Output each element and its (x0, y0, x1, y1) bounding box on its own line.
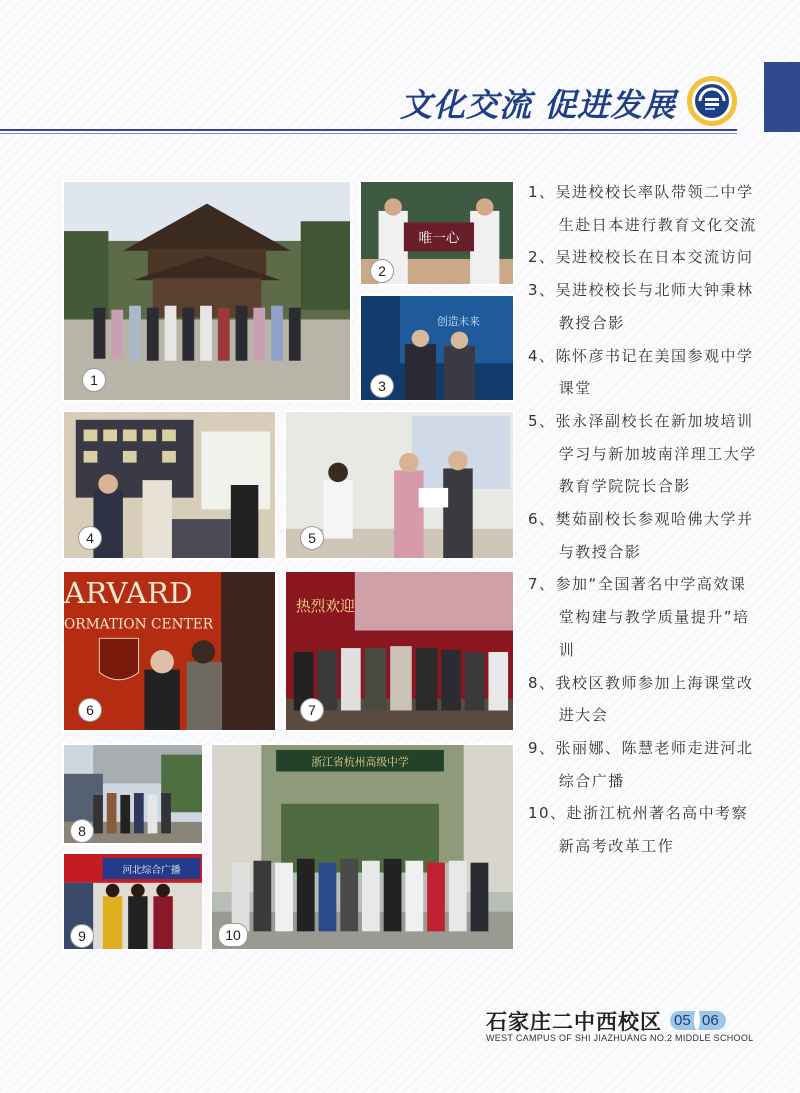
footer-school-name-en: WEST CAMPUS OF SHI JIAZHUANG NO.2 MIDDLE SCHOOL (486, 1033, 754, 1043)
harvard-sign: ARVARD (64, 576, 193, 611)
banner-text: 唯一心 (418, 230, 460, 247)
footer-school-name: 石家庄二中西校区 (486, 1010, 662, 1034)
photo-10 (210, 743, 515, 951)
school-emblem-icon (685, 74, 739, 128)
photo-1 (62, 180, 352, 402)
radio-sign: 河北综合广播 (122, 865, 181, 877)
caption-item: 9、张丽娜、陈慧老师走进河北综合广播 (528, 738, 754, 790)
photo-8 (62, 743, 204, 845)
header-rule-thin (0, 133, 737, 134)
photo-number: 7 (300, 698, 324, 722)
harvard-sign-sub: ORMATION CENTER (64, 616, 214, 633)
caption-item: 8、我校区教师参加上海课堂改进大会 (528, 673, 754, 725)
caption-item: 4、陈怀彦书记在美国参观中学课堂 (528, 346, 754, 398)
caption-item: 7、参加“全国著名中学高效课堂构建与教学质量提升”培训 (528, 575, 750, 659)
photo-number: 4 (78, 526, 102, 550)
caption-item: 3、吴进校校长与北师大钟秉林教授合影 (528, 281, 754, 332)
photo-number: 5 (300, 526, 324, 550)
photo-3 (359, 294, 515, 402)
page-number-right: 06 (702, 1012, 719, 1029)
photo-number: 6 (78, 698, 102, 722)
header-rule (0, 129, 737, 131)
stage-text: 创造未来 (437, 314, 480, 328)
side-tab (764, 62, 800, 132)
caption-item: 1、吴进校校长率队带领二中学生赴日本进行教育文化交流 (528, 183, 757, 234)
photo-9 (62, 852, 204, 951)
caption-item: 6、樊茹副校长参观哈佛大学并与教授合影 (528, 510, 754, 561)
photo-7 (284, 570, 515, 732)
photo-number: 2 (370, 259, 394, 283)
page-title: 文化交流 促进发展 (400, 86, 677, 124)
photo-4 (62, 410, 277, 560)
photo-number: 3 (370, 374, 394, 398)
photo-number: 10 (218, 923, 248, 947)
photo-number: 1 (82, 368, 106, 392)
photo-5 (284, 410, 515, 560)
caption-list (528, 176, 758, 863)
page-number-separator (694, 1010, 700, 1030)
photo-number: 9 (70, 924, 94, 948)
caption-item: 10、赴浙江杭州著名高中考察新高考改革工作 (528, 804, 749, 856)
photo-2 (359, 180, 515, 286)
page-number-left: 05 (674, 1012, 691, 1029)
photo-number: 8 (70, 819, 94, 843)
caption-item: 5、张永泽副校长在新加坡培训学习与新加坡南洋理工大学教育学院院长合影 (528, 411, 757, 496)
gate-sign: 浙江省杭州高级中学 (311, 755, 409, 769)
welcome-banner: 热烈欢迎 (295, 598, 355, 615)
caption-item: 2、吴进校校长在日本交流访问 (528, 248, 754, 267)
photo-6 (62, 570, 277, 732)
